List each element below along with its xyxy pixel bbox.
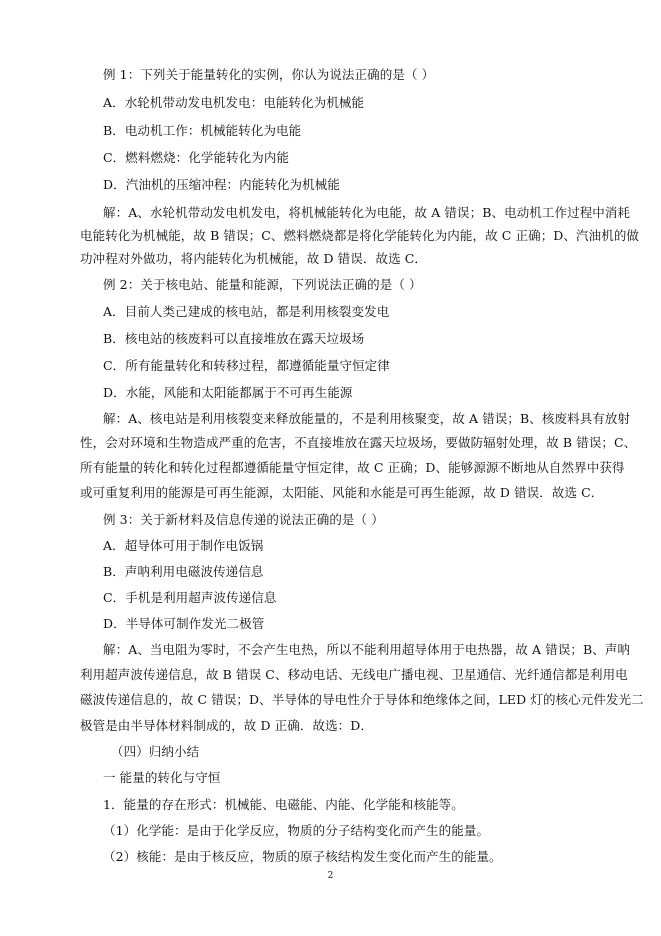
section-summary-heading: （四）归纳小结 — [111, 744, 200, 759]
example-3-solution-line-4: 极管是由半导体材料制成的，故 D 正确．故选：D． — [80, 718, 373, 733]
example-2-option-c: C．所有能量转化和转移过程，都遵循能量守恒定律 — [103, 358, 390, 373]
example-1-question: 例 1：下列关于能量转化的实例，你认为说法正确的是（ ） — [103, 67, 435, 82]
page-number: 2 — [327, 871, 334, 881]
example-2-option-d: D．水能，风能和太阳能都属于不可再生能源 — [103, 385, 353, 400]
point-1-sub-2: （2）核能：是由于核反应，物质的原子核结构发生变化而产生的能量。 — [103, 849, 502, 864]
example-3-option-d: D．半导体可制作发光二极管 — [103, 616, 265, 631]
example-1-option-b: B．电动机工作：机械能转化为电能 — [103, 123, 302, 138]
example-3-option-c: C．手机是利用超声波传递信息 — [103, 590, 277, 605]
point-1-sub-1: （1）化学能：是由于化学反应，物质的分子结构变化而产生的能量。 — [103, 823, 490, 838]
example-1-option-c: C．燃料燃烧：化学能转化为内能 — [103, 150, 290, 165]
example-1-solution-line-1: 解：A、水轮机带动发电机发电，将机械能转化为电能，故 A 错误；B、电动机工作过程中消耗 — [103, 205, 631, 220]
subsection-heading: 一 能量的转化与守恒 — [103, 770, 221, 785]
example-2-question: 例 2：关于核电站、能量和能源，下列说法正确的是（ ） — [103, 277, 422, 292]
example-2-option-a: A．目前人类己建成的核电站，都是利用核裂变发电 — [103, 304, 390, 319]
example-3-option-b: B．声呐利用电磁波传递信息 — [103, 564, 264, 579]
example-1-option-d: D．汽油机的压缩冲程：内能转化为机械能 — [103, 177, 340, 192]
example-3-option-a: A．超导体可用于制作电饭锅 — [103, 538, 264, 553]
example-1-option-a: A．水轮机带动发电机发电：电能转化为机械能 — [103, 95, 365, 110]
example-2-solution-line-4: 或可重复利用的能源是可再生能源，太阳能、风能和水能是可再生能源，故 D 错误．故选 C． — [80, 485, 604, 500]
example-3-solution-line-3: 磁波传递信息的，故 C 错误；D、半导体的导电性介于导体和绝缘体之间，LED 灯的核心元件发光二 — [80, 692, 644, 707]
example-3-solution-line-2: 利用超声波传递信息，故 B 错误 C、移动电话、无线电广播电视、卫星通信、光纤通信都是利用电 — [80, 667, 628, 682]
example-2-solution-line-2: 性，会对环境和生物造成严重的危害，不直接堆放在露天垃圾场，要做防辐射处理，故 B 错误；C、 — [80, 435, 637, 450]
example-1-solution-line-2: 电能转化为机械能，故 B 错误；C、燃料燃烧都是将化学能转化为内能，故 C 正确；D、汽油机的做 — [80, 228, 640, 243]
example-2-option-b: B．核电站的核废料可以直接堆放在露天垃圾场 — [103, 331, 365, 346]
example-2-solution-line-3: 所有能量的转化和转化过程都遵循能量守恒定律，故 C 正确；D、能够源源不断地从自然界中获得 — [80, 460, 625, 475]
example-1-solution-line-3: 功冲程对外做功，将内能转化为机械能，故 D 错误．故选 C． — [80, 251, 428, 266]
example-3-solution-line-1: 解：A、当电阻为零时，不会产生电热，所以不能利用超导体用于电热器，故 A 错误；B、声呐 — [103, 642, 631, 657]
example-3-question: 例 3：关于新材料及信息传递的说法正确的是（ ） — [103, 512, 384, 527]
point-1: 1．能量的存在形式：机械能、电磁能、内能、化学能和核能等。 — [103, 797, 464, 812]
example-2-solution-line-1: 解：A、核电站是利用核裂变来释放能量的，不是利用核聚变，故 A 错误；B、核废料具有放射 — [103, 411, 631, 426]
